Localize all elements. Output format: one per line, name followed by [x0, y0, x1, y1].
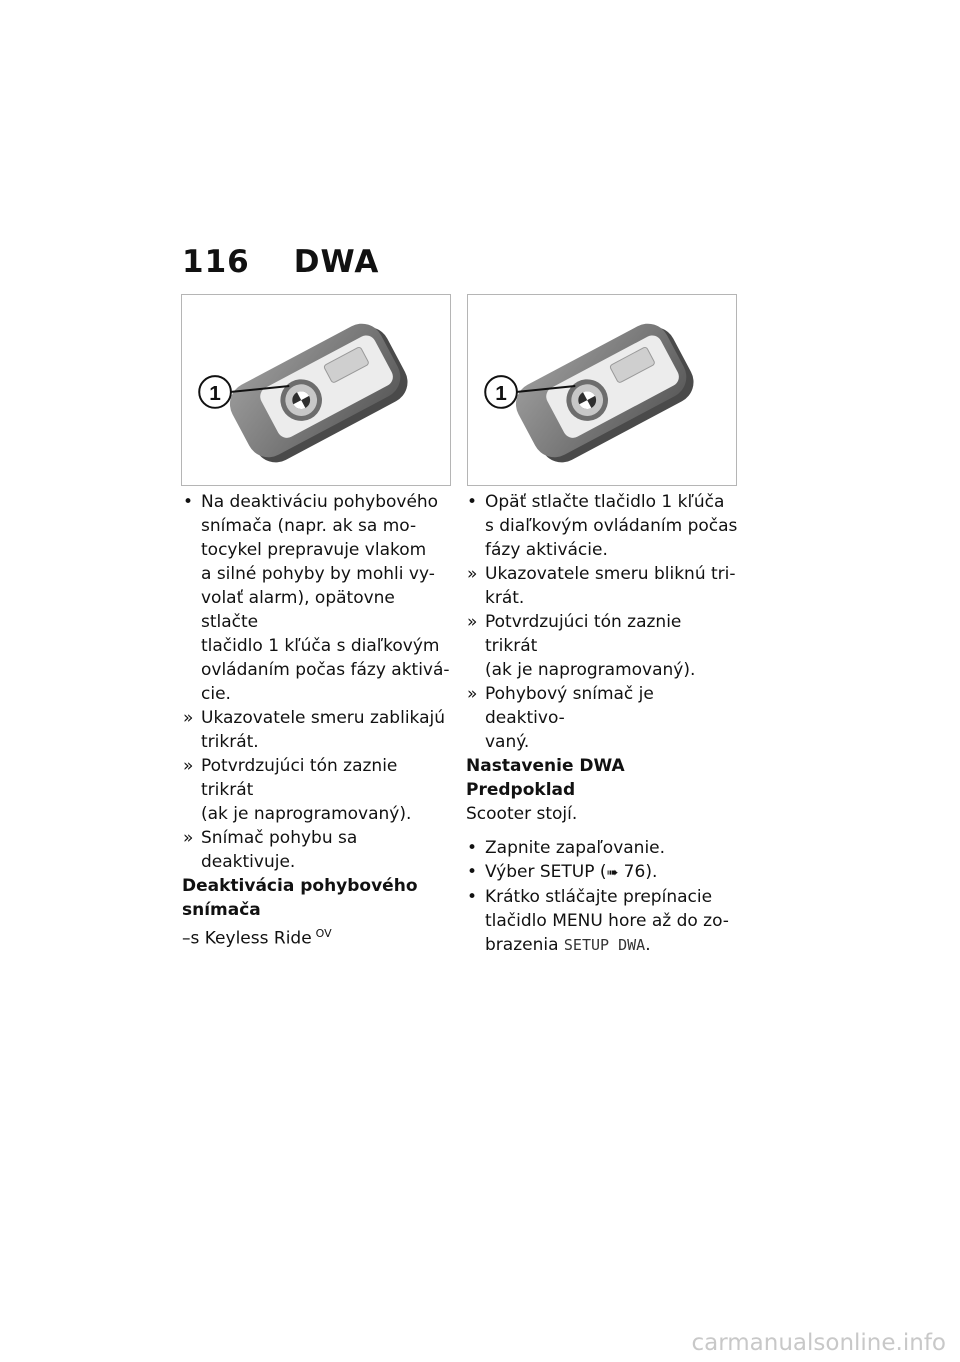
step-line: . [645, 935, 651, 955]
key-fob-illustration [182, 295, 450, 485]
step-item [466, 885, 738, 957]
bullet-mark: • [183, 492, 194, 512]
result-mark: » [183, 708, 194, 728]
step-text: ). [645, 862, 658, 882]
item-line: Potvrdzujúci tón zaznie trikrát [485, 612, 682, 656]
result-item [466, 562, 738, 610]
result-mark: » [467, 612, 478, 632]
option-line [182, 922, 454, 951]
result-mark: » [467, 564, 478, 584]
callout-label: 1 [209, 381, 221, 405]
key-fob-figure-right [467, 294, 737, 486]
item-line: cie. [201, 684, 231, 704]
result-item [182, 706, 454, 754]
result-item [466, 610, 738, 682]
page-reference-link[interactable]: 76 [623, 862, 646, 882]
page-header [182, 244, 379, 280]
display-text: SETUP DWA [563, 936, 646, 954]
result-mark: » [183, 756, 194, 776]
precondition-heading: Predpoklad [466, 780, 576, 800]
item-line: (ak je naprogramovaný). [201, 804, 412, 824]
step-item [466, 860, 738, 885]
item-line: (ak je naprogramovaný). [485, 660, 696, 680]
result-item [466, 682, 738, 754]
item-line: Potvrdzujúci tón zaznie trikrát [201, 756, 398, 800]
bullet-mark: • [467, 492, 478, 512]
step-line: tlačidlo MENU hore až do zo- [485, 911, 729, 931]
watermark: carmanualsonline.info [691, 1330, 946, 1356]
heading-line: snímača [182, 900, 261, 920]
right-instruction-list [466, 490, 738, 754]
item-line: Pohybový snímač je deaktivo- [485, 684, 654, 728]
option-superscript: OV [315, 927, 332, 940]
step-text: Výber SETUP ( [485, 862, 607, 882]
item-line: Na deaktiváciu pohybového [201, 492, 439, 512]
item-line: vaný. [485, 732, 530, 752]
result-mark: » [467, 684, 478, 704]
item-line: trikrát. [201, 732, 259, 752]
item-line: fázy aktivácie. [485, 540, 608, 560]
section-title: DWA [293, 244, 380, 280]
result-item [182, 826, 454, 874]
item-line: volať alarm), opätovne stlačte [201, 588, 395, 632]
item-line: tlačidlo 1 kľúča s diaľkovým [201, 636, 440, 656]
section-heading-deactivation [182, 874, 454, 922]
item-line: tocykel prepravuje vlakom [201, 540, 427, 560]
step-text: Zapnite zapaľovanie. [485, 838, 666, 858]
callout-label: 1 [495, 381, 507, 405]
precondition-text: Scooter stojí. [466, 804, 578, 824]
left-column [182, 490, 454, 951]
heading-line: Deaktivácia pohybového [182, 876, 418, 896]
item-line: s diaľkovým ovládaním počas [485, 516, 738, 536]
item-line: snímača (napr. ak sa mo- [201, 516, 417, 536]
page-reference-arrow-icon: ➠ [606, 865, 619, 881]
result-item [182, 754, 454, 826]
item-line: Ukazovatele smeru bliknú tri- [485, 564, 736, 584]
bullet-mark: • [467, 838, 478, 858]
bullet-mark: • [467, 862, 478, 882]
item-line: Ukazovatele smeru zablikajú [201, 708, 446, 728]
bullet-mark: • [467, 887, 478, 907]
step-line: Krátko stláčajte prepínacie [485, 887, 713, 907]
bullet-item [466, 490, 738, 562]
key-fob-figure-left [181, 294, 451, 486]
step-item [466, 836, 738, 860]
item-line: Snímač pohybu sa deaktivuje. [201, 828, 358, 872]
bullet-item [182, 490, 454, 706]
option-text: –s Keyless Ride [182, 928, 312, 949]
key-fob-illustration [468, 295, 736, 485]
item-line: Opäť stlačte tlačidlo 1 kľúča [485, 492, 725, 512]
section-heading-setup: Nastavenie DWA [466, 756, 625, 776]
result-mark: » [183, 828, 194, 848]
item-line: ovládaním počas fázy aktivá- [201, 660, 450, 680]
item-line: a silné pohyby by mohli vy- [201, 564, 435, 584]
step-line: brazenia [485, 935, 559, 955]
item-line: krát. [485, 588, 525, 608]
left-instruction-list [182, 490, 454, 874]
page-number: 116 [182, 244, 250, 280]
right-column [466, 490, 738, 957]
